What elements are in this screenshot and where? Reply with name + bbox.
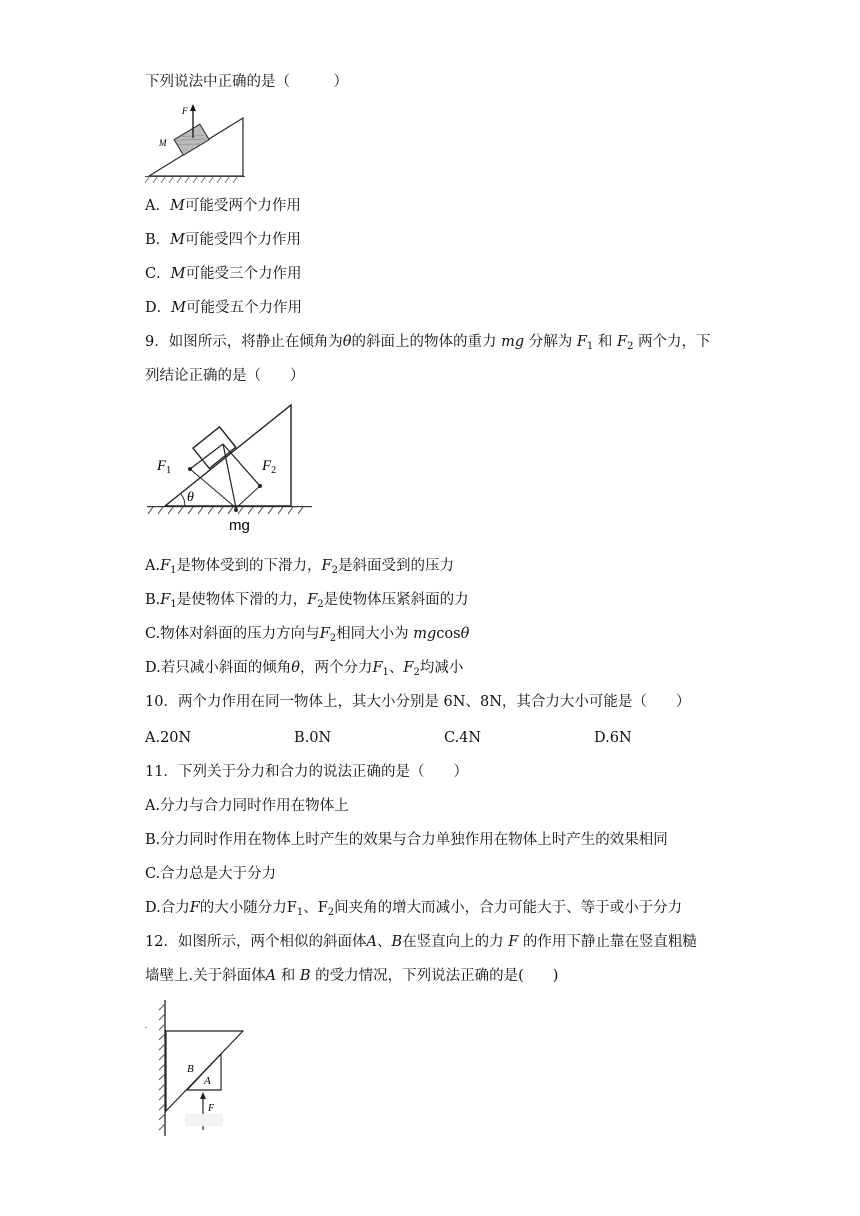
q9-option-c: C.物体对斜面的压力方向与$F_2$相同大小为 mgcosθ bbox=[145, 626, 470, 644]
q9-figure bbox=[145, 398, 320, 538]
label-a: A bbox=[204, 1075, 211, 1087]
f2-vector bbox=[223, 444, 260, 486]
q9-option-b: $B.F_1$是使物体下滑的力，$F_2$是使物体压紧斜面的力 bbox=[145, 592, 469, 610]
label-f2: $F_2$ bbox=[262, 458, 277, 476]
q10-option-a: A.20N bbox=[145, 730, 192, 746]
label-theta: θ bbox=[187, 490, 194, 505]
q12-stem-line2: 墙壁上.关于斜面体A 和 B 的受力情况，下列说法正确的是( ) bbox=[145, 968, 559, 984]
q11-option-a: A.分力与合力同时作用在物体上 bbox=[145, 798, 349, 814]
q12-stem-line1: 12．如图所示，两个相似的斜面体A、B在竖直向上的力 F 的作用下静止靠在竖直粗糙 bbox=[145, 934, 697, 950]
q8-figure bbox=[145, 100, 255, 188]
q8-option-b: B．M可能受四个力作用 bbox=[145, 232, 302, 248]
q10-option-b: B.0N bbox=[294, 730, 332, 746]
q10-options bbox=[145, 728, 745, 748]
ground-hatch bbox=[145, 177, 237, 183]
q8-option-c: C．M可能受三个力作用 bbox=[145, 266, 302, 282]
incline-triangle bbox=[165, 405, 291, 506]
q12-figure bbox=[145, 996, 255, 1141]
q9-option-d: D.若只减小斜面的倾角θ，两个分力$F_1$、$F_2$均减小 bbox=[145, 660, 464, 678]
q11-option-c: C.合力总是大于分力 bbox=[145, 866, 277, 882]
label-f: F bbox=[208, 1103, 215, 1114]
q8-stem: 下列说法中正确的是（ ） bbox=[145, 74, 348, 90]
q11-stem: 11．下列关于分力和合力的说法正确的是（ ） bbox=[145, 764, 468, 780]
wall-hatch bbox=[159, 1004, 165, 1130]
q10-option-c: C.4N bbox=[444, 730, 482, 746]
q9-option-a: $A.F_1$是物体受到的下滑力，$F_2$是斜面受到的压力 bbox=[145, 558, 454, 576]
svg-text:.: . bbox=[145, 1020, 148, 1031]
q11-option-b: B.分力同时作用在物体上时产生的效果与合力单独作用在物体上时产生的效果相同 bbox=[145, 832, 668, 848]
q9-stem-line1: 9．如图所示，将静止在倾角为θ的斜面上的物体的重力 mg 分解为 $F_1$ 和 $F_2$ 两个力，下 bbox=[145, 334, 711, 352]
q9-stem-line2: 列结论正确的是（ ） bbox=[145, 368, 305, 384]
theta-arc bbox=[181, 494, 185, 506]
q11-option-d: D.合力F的大小随分力$F_1$、$F_2$间夹角的增大而减小，合力可能大于、等于或小于分力 bbox=[145, 900, 683, 918]
q8-label-m: M bbox=[159, 138, 167, 148]
q10-option-d: D.6N bbox=[594, 730, 632, 746]
label-f1: $F_1$ bbox=[157, 458, 172, 476]
label-mg: mg bbox=[229, 517, 250, 534]
block-m bbox=[174, 124, 209, 155]
q10-stem: 10．两个力作用在同一物体上，其大小分别是 6N、8N，其合力大小可能是（ ） bbox=[145, 694, 691, 710]
q8-option-d: D．M可能受五个力作用 bbox=[145, 300, 302, 316]
q8-label-f: F bbox=[182, 106, 188, 116]
q8-option-a: A．M可能受两个力作用 bbox=[145, 198, 301, 214]
label-b: B bbox=[187, 1063, 194, 1075]
